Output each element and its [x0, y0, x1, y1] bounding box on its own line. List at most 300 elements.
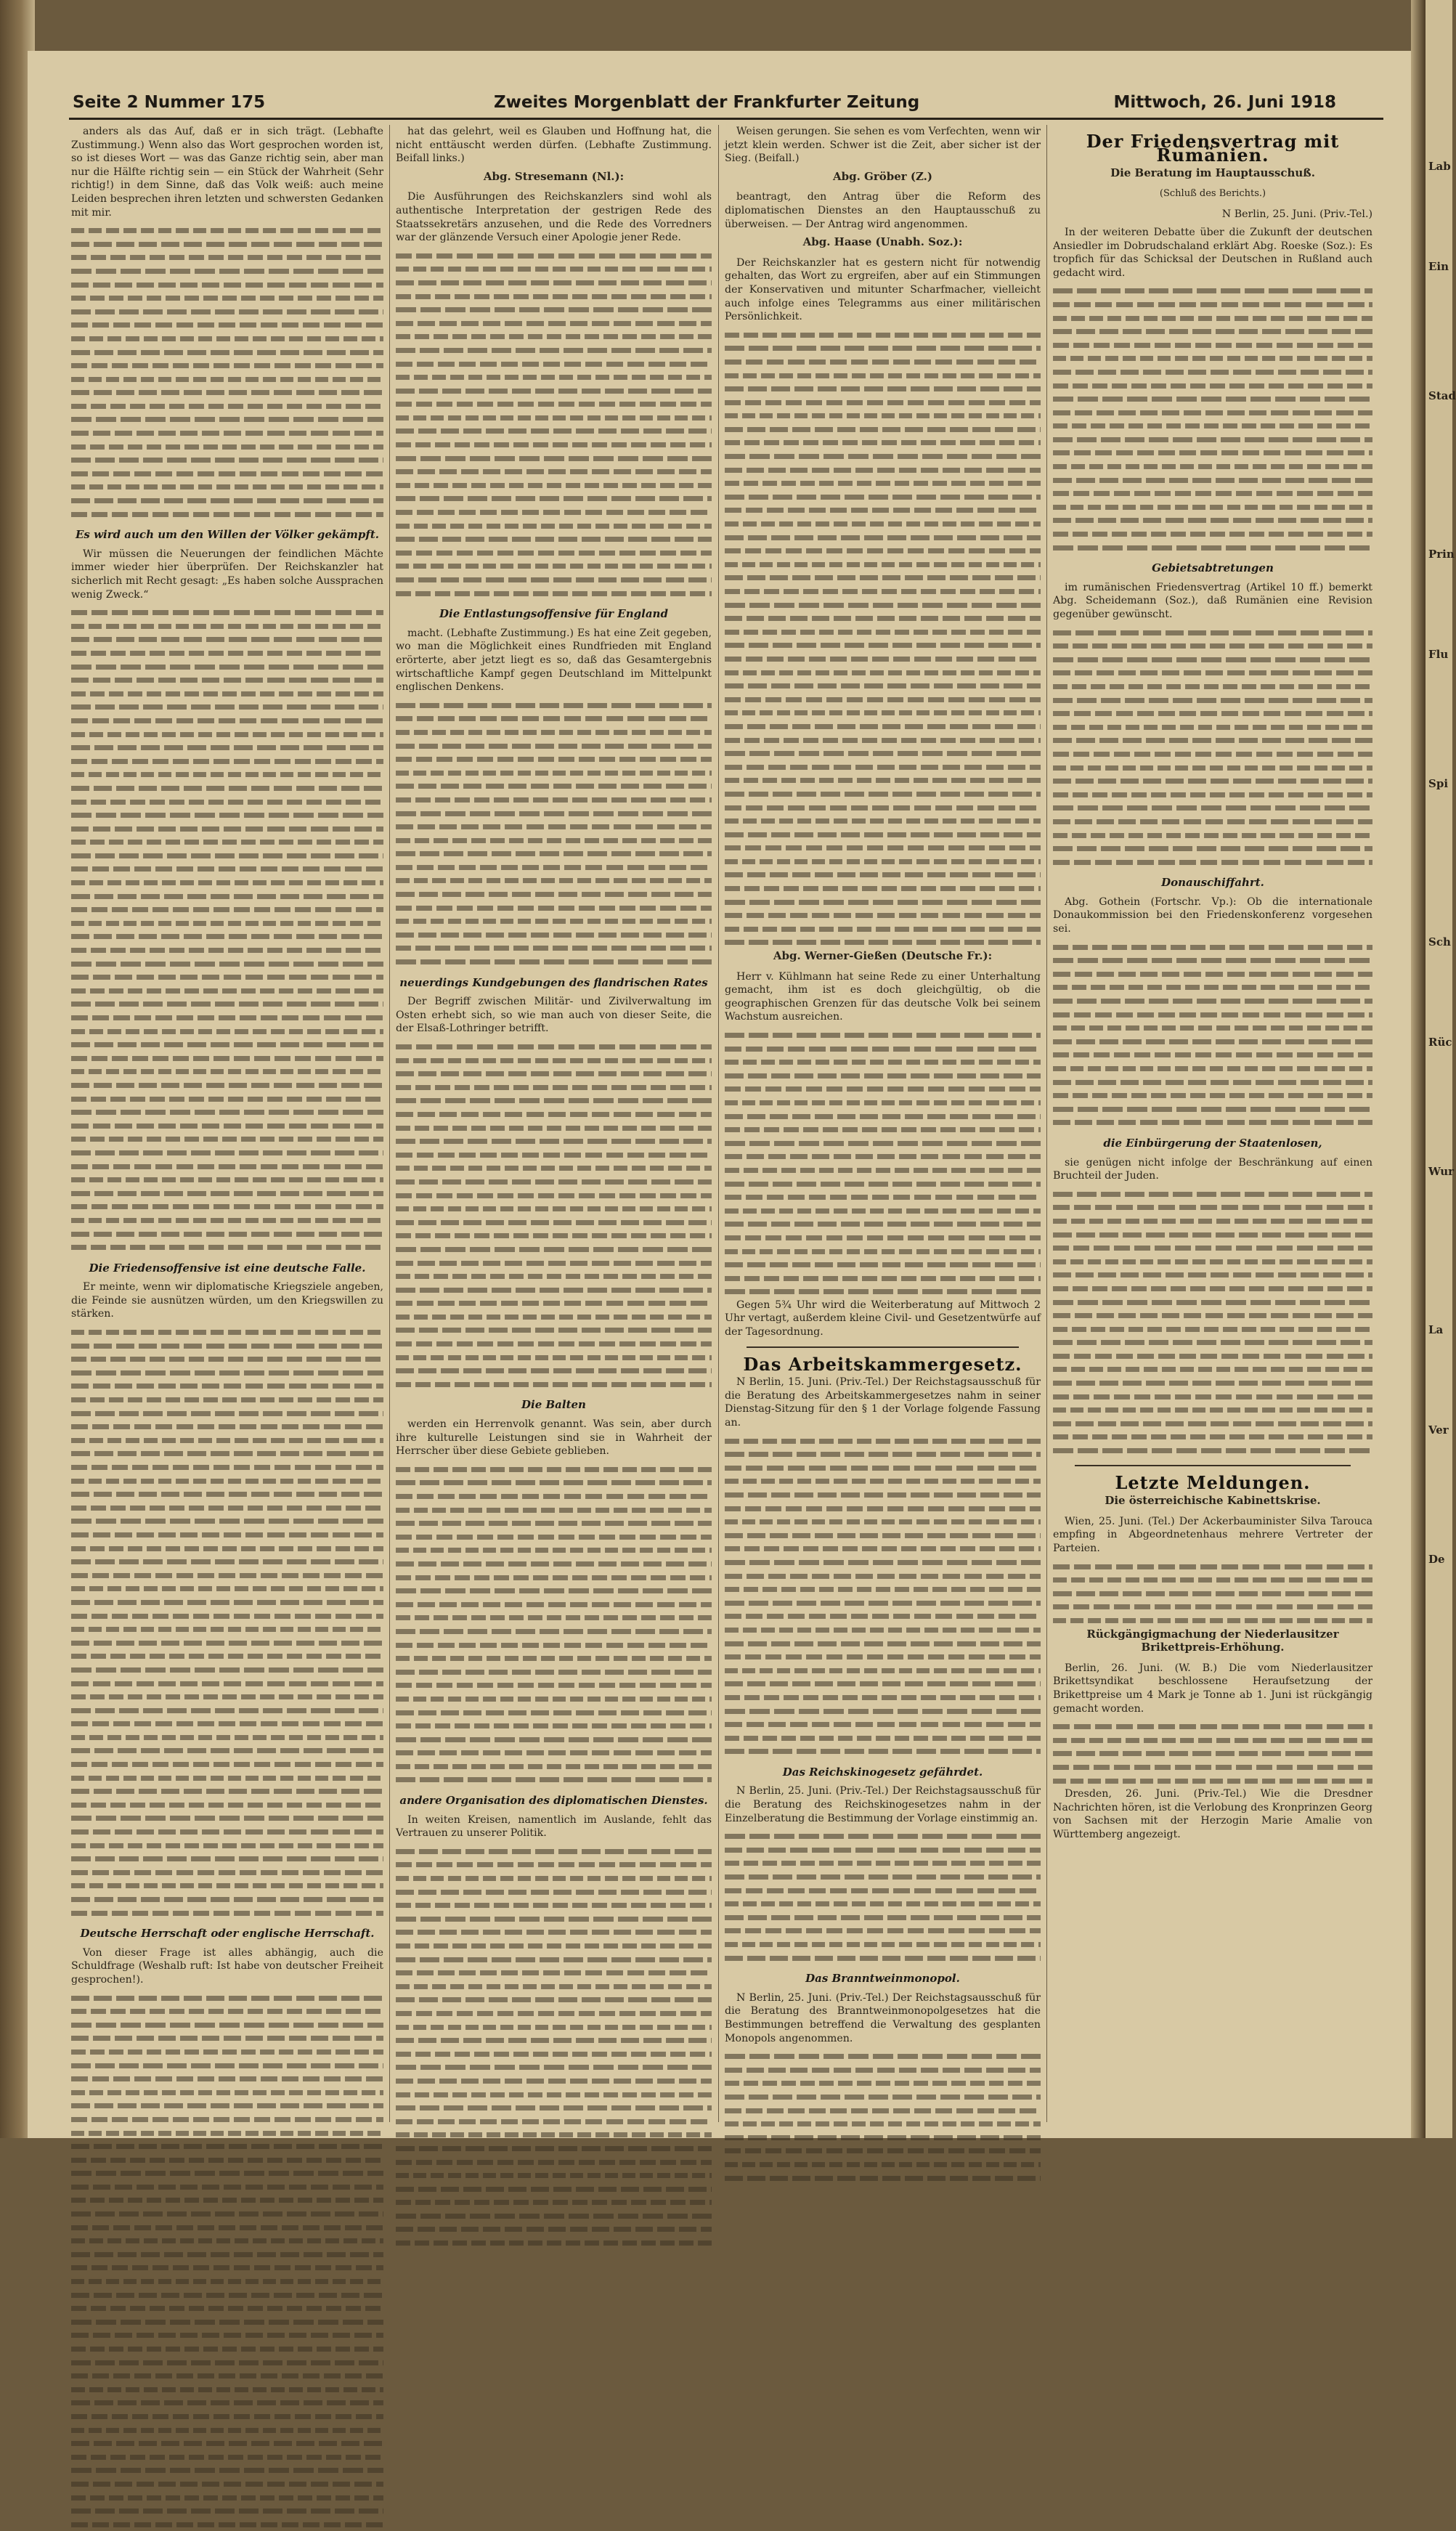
text-line	[71, 1528, 383, 1542]
text-line	[725, 1028, 1041, 1042]
text-line	[396, 1733, 712, 1747]
text-line	[71, 2045, 383, 2059]
text-line	[71, 2059, 383, 2073]
text-line	[396, 424, 712, 438]
text-line	[725, 760, 1041, 774]
text-line	[71, 264, 383, 278]
text-line	[725, 1515, 1041, 1529]
text-line	[1053, 352, 1372, 365]
text-line	[71, 2248, 383, 2262]
text-line	[725, 558, 1041, 572]
text-line	[725, 1664, 1041, 1678]
text-line	[71, 808, 383, 822]
text-line	[725, 1596, 1041, 1610]
text-line	[725, 531, 1041, 545]
text-line	[1053, 1774, 1372, 1788]
paragraph: N Berlin, 25. Juni. (Priv.-Tel.) Der Reichstagsausschuß für die Beratung des Reichskinogesetzes nahm in der Einzelberatung die Bestimmung der Vorlage einstimmig an.	[725, 1785, 1041, 1824]
paragraph: Abg. Gothein (Fortschr. Vp.): Ob die internationale Donaukommission bei den Friedenskonferenz vorgesehen sei.	[1053, 895, 1372, 935]
paragraph: In der weiteren Debatte über die Zukunft der deutschen Ansiedler im Dobrudschaland erklärt Abg. Roeske (Soz.): Es tropfich für das Schicksal der Deutschen in Rußland auch gedacht wird.	[1053, 226, 1372, 279]
text-line	[71, 1866, 383, 1880]
text-line	[71, 1501, 383, 1515]
text-line	[396, 344, 712, 357]
text-line	[396, 1134, 712, 1148]
text-line	[396, 1378, 712, 1392]
divider	[1075, 1465, 1351, 1466]
text-line	[725, 2172, 1041, 2185]
text-block	[725, 2049, 1041, 2185]
text-line	[71, 1407, 383, 1421]
section-title: Letzte Meldungen.	[1115, 1471, 1311, 1493]
speaker-label: Abg. Gröber (Z.)	[832, 169, 933, 183]
text-line	[71, 399, 383, 413]
text-line	[396, 1953, 712, 1967]
text-line	[396, 807, 712, 821]
text-line	[1053, 298, 1372, 312]
paragraph: Er meinte, wenn wir diplomatische Kriegsziele angeben, die Feinde sie ausnützen würden, um den Kriegswillen zu stärken.	[71, 1281, 383, 1320]
text-line	[1053, 527, 1372, 541]
text-line	[71, 997, 383, 1011]
text-line	[396, 1678, 712, 1692]
text-line	[71, 1811, 383, 1825]
text-line	[1053, 747, 1372, 761]
text-line	[71, 1052, 383, 1065]
text-block	[396, 699, 712, 969]
text-line	[725, 773, 1041, 787]
text-line	[396, 726, 712, 739]
text-line	[71, 332, 383, 346]
text-line	[725, 1529, 1041, 1543]
text-line	[725, 1245, 1041, 1259]
text-line	[396, 2209, 712, 2223]
text-line	[71, 2018, 383, 2032]
text-line	[1053, 1008, 1372, 1022]
text-line	[71, 1852, 383, 1866]
text-line	[396, 901, 712, 915]
text-line	[725, 1542, 1041, 1556]
text-line	[725, 450, 1041, 463]
text-line	[1053, 1089, 1372, 1102]
text-line	[71, 278, 383, 292]
text-line	[725, 2049, 1041, 2063]
adjacent-text-fragment: La	[1428, 1323, 1444, 1336]
text-line	[1053, 1241, 1372, 1255]
text-line	[396, 1611, 712, 1625]
text-block	[396, 1040, 712, 1391]
text-line	[396, 492, 712, 505]
text-line	[396, 874, 712, 887]
text-line	[396, 2034, 712, 2047]
text-line	[71, 1771, 383, 1785]
text-block	[725, 1028, 1041, 1299]
text-line	[71, 714, 383, 728]
column-4	[1053, 125, 1372, 2122]
text-line	[725, 1163, 1041, 1177]
text-line	[396, 1773, 712, 1787]
text-line	[396, 2074, 712, 2088]
text-line	[725, 679, 1041, 693]
text-line	[725, 341, 1041, 355]
text-line	[725, 1502, 1041, 1516]
issue-date: Mittwoch, 26. Juni 1918	[1113, 93, 1336, 112]
paragraph: Gegen 5¾ Uhr wird die Weiterberatung auf Mittwoch 2 Uhr vertagt, außerdem kleine Civil- und Gesetzentwürfe auf der Tagesordnung.	[725, 1299, 1041, 1338]
subheading: Deutsche Herrschaft oder englische Herrschaft.	[80, 1927, 375, 1941]
text-line	[1053, 460, 1372, 474]
text-line	[1053, 513, 1372, 527]
text-line	[71, 2193, 383, 2207]
text-line	[71, 2463, 383, 2477]
text-line	[71, 1078, 383, 1092]
text-line	[1053, 842, 1372, 856]
text-line	[71, 1758, 383, 1771]
text-line	[396, 452, 712, 466]
text-line	[725, 1583, 1041, 1596]
text-line	[396, 1243, 712, 1256]
text-line	[71, 2302, 383, 2315]
text-line	[396, 411, 712, 425]
text-line	[1053, 829, 1372, 842]
text-line	[71, 1119, 383, 1133]
text-line	[1053, 1102, 1372, 1116]
text-block	[71, 1325, 383, 1919]
text-line	[71, 700, 383, 714]
adjacent-page-fragments	[1426, 0, 1456, 1566]
text-line	[71, 1011, 383, 1025]
text-line	[725, 638, 1041, 652]
book-gutter	[1411, 0, 1426, 2138]
text-line	[725, 517, 1041, 531]
text-line	[71, 440, 383, 454]
text-line	[725, 693, 1041, 707]
text-line	[725, 571, 1041, 585]
column-1	[71, 125, 383, 2122]
article-title: Das Arbeitskammergesetz.	[743, 1353, 1022, 1375]
text-line	[396, 303, 712, 317]
adjacent-text-fragment: Wur	[1428, 1165, 1455, 1178]
text-line	[725, 1177, 1041, 1191]
text-line	[725, 1488, 1041, 1502]
text-line	[71, 2369, 383, 2383]
text-line	[71, 822, 383, 836]
text-line	[396, 1296, 712, 1310]
text-line	[71, 467, 383, 481]
paragraph: Die Ausführungen des Reichskanzlers sind wohl als authentische Interpretation der gestrigen Rede des Staatssekretärs anzusehen, und die Rede des Vorredners war der glänzende Versuch einer Apologie jener Rede.	[396, 191, 712, 244]
text-line	[725, 814, 1041, 828]
subheading: Die Balten	[521, 1398, 586, 1412]
column-2	[396, 125, 712, 2122]
text-line	[71, 890, 383, 903]
text-line	[1053, 980, 1372, 994]
text-line	[71, 862, 383, 876]
text-line	[71, 494, 383, 508]
text-line	[71, 1434, 383, 1447]
text-line	[71, 2396, 383, 2410]
text-line	[725, 1461, 1041, 1475]
text-line	[71, 453, 383, 467]
text-line	[71, 1366, 383, 1380]
text-line	[725, 1951, 1041, 1965]
text-line	[725, 1055, 1041, 1069]
text-line	[1053, 653, 1372, 667]
adjacent-text-fragment: Spi	[1428, 777, 1449, 790]
text-line	[71, 1214, 383, 1227]
text-line	[71, 2383, 383, 2397]
text-line	[1053, 1587, 1372, 1601]
text-line	[396, 1516, 712, 1530]
text-line	[725, 2117, 1041, 2131]
text-line	[396, 1980, 712, 1994]
text-block	[71, 606, 383, 1254]
text-line	[725, 1843, 1041, 1857]
paragraph: N Berlin, 15. Juni. (Priv.-Tel.) Der Reichstagsausschuß für die Beratung des Arbeitskammergesetzes nahm in seiner Dienstag-Sitzung für den § 1 der Vorlage folgende Fassung an.	[725, 1376, 1041, 1429]
text-line	[71, 1991, 383, 2005]
text-line	[1053, 954, 1372, 967]
text-line	[725, 935, 1041, 949]
text-line	[725, 1082, 1041, 1096]
text-line	[396, 2195, 712, 2209]
text-line	[725, 720, 1041, 734]
text-line	[71, 426, 383, 440]
text-block	[396, 249, 712, 600]
paragraph: Der Begriff zwischen Militär- und Zivilverwaltung im Osten erhebt sich, so wie man auch von dieser Seite, die der Elsaß-Lothringer betrifft.	[396, 996, 712, 1035]
text-line	[71, 1339, 383, 1353]
text-line	[71, 224, 383, 237]
text-line	[1053, 446, 1372, 460]
text-line	[725, 1897, 1041, 1911]
text-line	[71, 1744, 383, 1758]
text-line	[71, 1460, 383, 1474]
text-line	[396, 699, 712, 712]
text-line	[396, 1067, 712, 1081]
text-line	[396, 941, 712, 955]
text-line	[71, 633, 383, 646]
text-line	[71, 2356, 383, 2370]
text-line	[1053, 941, 1372, 954]
text-line	[396, 1872, 712, 1885]
text-line	[71, 373, 383, 386]
text-line	[1053, 312, 1372, 325]
text-line	[71, 1240, 383, 1254]
page-number: Seite 2 Nummer 175	[73, 93, 266, 112]
text-line	[71, 2031, 383, 2045]
text-line	[396, 479, 712, 492]
text-line	[1053, 1600, 1372, 1614]
text-line	[396, 955, 712, 969]
text-block	[1053, 1187, 1372, 1458]
text-line	[396, 2142, 712, 2156]
text-line	[1053, 1390, 1372, 1404]
text-line	[71, 346, 383, 359]
text-line	[71, 1690, 383, 1704]
text-line	[71, 2004, 383, 2018]
adjacent-text-fragment: Rüc	[1428, 1036, 1452, 1049]
text-line	[396, 290, 712, 304]
text-line	[1053, 325, 1372, 338]
text-line	[396, 2156, 712, 2169]
text-line	[396, 438, 712, 452]
text-line	[71, 2099, 383, 2113]
text-line	[71, 646, 383, 660]
text-line	[71, 508, 383, 521]
text-line	[725, 828, 1041, 842]
text-line	[396, 1054, 712, 1068]
text-line	[725, 1556, 1041, 1569]
text-line	[396, 1476, 712, 1490]
text-line	[71, 2437, 383, 2450]
text-line	[71, 251, 383, 264]
text-line	[725, 1204, 1041, 1218]
text-line	[1053, 1403, 1372, 1417]
text-line	[71, 943, 383, 957]
text-line	[396, 793, 712, 807]
text-line	[396, 1557, 712, 1571]
text-line	[396, 1638, 712, 1652]
text-line	[1053, 815, 1372, 829]
text-line	[1053, 967, 1372, 981]
text-line	[71, 1514, 383, 1528]
text-line	[1053, 1349, 1372, 1363]
text-block	[1053, 626, 1372, 869]
text-line	[1053, 1048, 1372, 1062]
text-line	[1053, 392, 1372, 406]
subheading: die Einbürgerung der Staatenlosen,	[1103, 1136, 1322, 1150]
text-line	[725, 503, 1041, 517]
text-line	[396, 1202, 712, 1216]
article-subtitle: Rückgängigmachung der Niederlausitzer Brikettpreis-Erhöhung.	[1086, 1627, 1339, 1654]
text-line	[1053, 774, 1372, 788]
text-line	[725, 1609, 1041, 1623]
text-line	[71, 1065, 383, 1078]
column-divider	[389, 125, 390, 2122]
text-line	[725, 1042, 1041, 1056]
text-line	[396, 712, 712, 726]
text-line	[71, 1173, 383, 1187]
text-line	[71, 2153, 383, 2167]
text-line	[396, 1040, 712, 1054]
text-line	[396, 1121, 712, 1135]
text-line	[396, 779, 712, 793]
text-line	[71, 2072, 383, 2086]
text-line	[396, 1885, 712, 1899]
text-line	[71, 2410, 383, 2424]
text-line	[71, 1542, 383, 1556]
text-line	[71, 606, 383, 619]
text-line	[71, 1784, 383, 1798]
text-line	[1053, 1187, 1372, 1201]
paragraph: Weisen gerungen. Sie sehen es vom Verfechten, wenn wir jetzt klein werden. Schwer ist die Zeit, aber sicher ist der Sieg. (Beifall.)	[725, 126, 1041, 165]
text-line	[71, 2477, 383, 2491]
text-line	[725, 396, 1041, 410]
text-line	[396, 519, 712, 533]
text-line	[725, 1637, 1041, 1651]
text-line	[1053, 720, 1372, 734]
adjacent-text-fragment: De	[1428, 1553, 1445, 1566]
text-line	[725, 328, 1041, 342]
text-line	[725, 1829, 1041, 1843]
text-line	[396, 2236, 712, 2250]
text-line	[71, 2491, 383, 2505]
text-line	[396, 2182, 712, 2196]
text-line	[71, 1393, 383, 1407]
text-block	[396, 1845, 712, 2250]
article-subtitle: Die Beratung im Hauptausschuß.	[1110, 166, 1315, 180]
text-line	[1053, 1201, 1372, 1214]
text-line	[1053, 1296, 1372, 1309]
text-line	[71, 2086, 383, 2100]
text-line	[71, 917, 383, 930]
text-line	[71, 1474, 383, 1488]
text-line	[1053, 284, 1372, 298]
text-line	[71, 1825, 383, 1839]
text-line	[396, 1463, 712, 1476]
text-line	[1053, 1614, 1372, 1628]
text-line	[396, 1571, 712, 1585]
text-line	[1053, 1560, 1372, 1574]
text-line	[725, 598, 1041, 612]
text-line	[725, 1718, 1041, 1731]
text-line	[71, 2518, 383, 2531]
text-line	[396, 1364, 712, 1378]
text-line	[71, 768, 383, 781]
text-block	[396, 1463, 712, 1787]
paragraph: Wir müssen die Neuerungen der feindlichen Mächte immer wieder hier überprüfen. Der Reichskanzler hat sicherlich mit Recht gesagt: „Es haben solche Aussprachen wenig Zweck.“	[71, 548, 383, 601]
text-block	[1053, 1720, 1372, 1787]
text-line	[71, 1352, 383, 1366]
text-line	[1053, 1417, 1372, 1431]
divider	[747, 1346, 1019, 1348]
text-line	[1053, 1282, 1372, 1296]
text-line	[725, 625, 1041, 639]
text-block	[71, 224, 383, 521]
text-line	[1053, 680, 1372, 694]
text-line	[71, 1227, 383, 1241]
text-line	[71, 2328, 383, 2342]
text-line	[396, 1665, 712, 1679]
text-line	[396, 2020, 712, 2034]
text-line	[725, 868, 1041, 882]
text-line	[1053, 1268, 1372, 1282]
text-line	[71, 1636, 383, 1650]
text-line	[725, 1258, 1041, 1272]
text-line	[396, 1584, 712, 1598]
text-line	[396, 1108, 712, 1121]
text-line	[71, 318, 383, 332]
text-line	[725, 1434, 1041, 1448]
text-line	[396, 573, 712, 587]
adjacent-page-edge	[1426, 0, 1456, 2138]
text-line	[396, 1760, 712, 1774]
text-line	[71, 2113, 383, 2126]
article-subtitle: Die österreichische Kabinettskrise.	[1105, 1494, 1321, 1508]
text-line	[1053, 694, 1372, 707]
paragraph: Herr v. Kühlmann hat seine Rede zu einer Unterhaltung gemacht, ihm ist es doch gleichgültig, ob die geographischen Grenzen für das deutsche Volk bei seinem Wachstum ausreichen.	[725, 970, 1041, 1023]
text-line	[725, 476, 1041, 490]
text-line	[725, 1272, 1041, 1285]
text-line	[1053, 1747, 1372, 1760]
text-line	[71, 876, 383, 890]
text-line	[725, 1096, 1041, 1110]
paragraph: Berlin, 26. Juni. (W. B.) Die vom Niederlausitzer Brikettsyndikat beschlossene Heraufsetzung der Brikettpreise um 4 Mark je Tonne ab 1. Juni ist rückgängig gemacht worden.	[1053, 1662, 1372, 1715]
text-line	[71, 2126, 383, 2140]
paragraph: Der Reichskanzler hat es gestern nicht für notwendig gehalten, das Wort zu ergreifen, aber auf ein Stimmungen der Konservativen und mitunter Scharfmacher, vielleicht auch infolge eines Telegramms aus einer militärischen Persönlichkeit.	[725, 256, 1041, 323]
text-line	[396, 317, 712, 330]
text-line	[71, 480, 383, 494]
text-block	[725, 1829, 1041, 1965]
text-line	[396, 739, 712, 753]
text-line	[725, 1731, 1041, 1745]
text-line	[396, 2101, 712, 2115]
text-line	[725, 355, 1041, 369]
text-line	[71, 2275, 383, 2288]
